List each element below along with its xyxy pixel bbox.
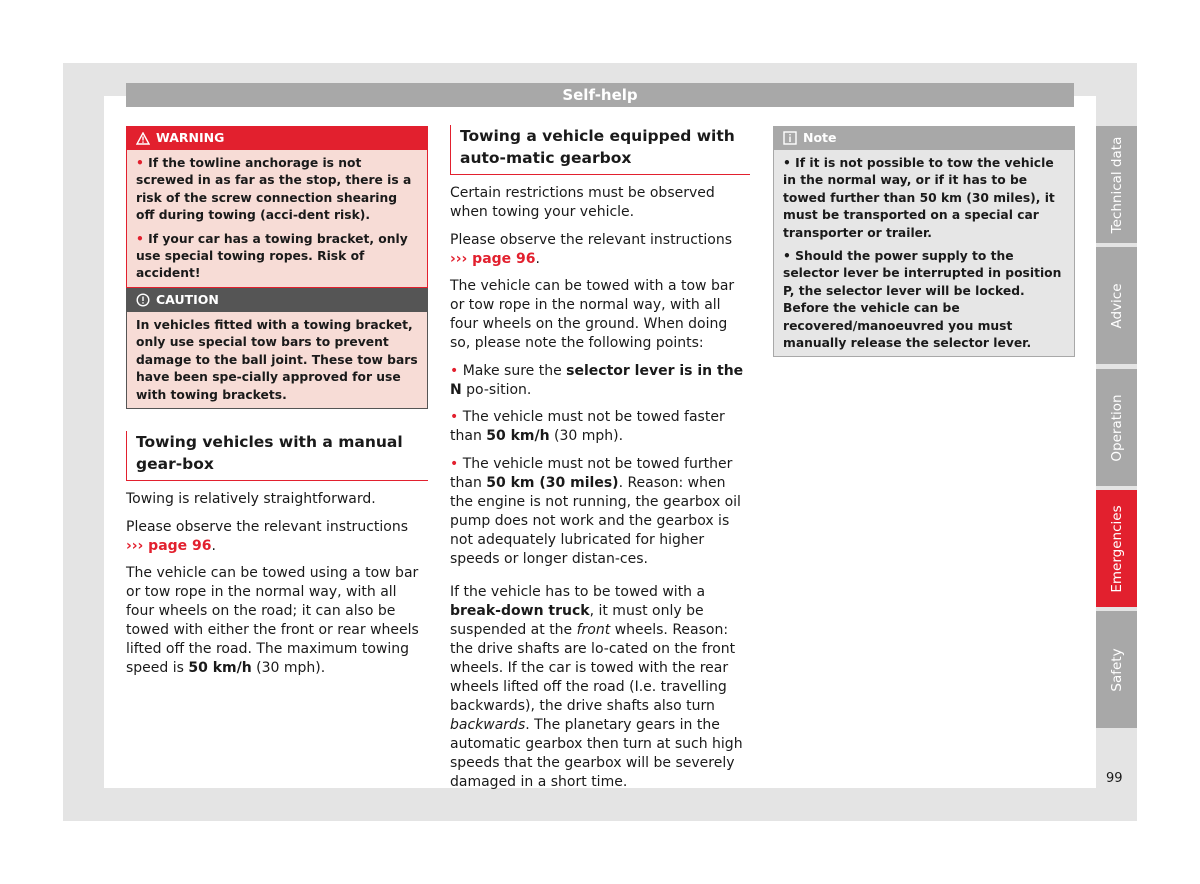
manual-gearbox-text — [126, 490, 428, 687]
note-item: • If it is not possible to tow the vehicle in the normal way, or if it has to be towed further than 50 km (30 miles), it must be transported on a special car transporter or trailer. — [783, 156, 1055, 240]
note-header — [773, 126, 1075, 150]
warning-body — [127, 150, 427, 287]
automatic-gearbox-text — [450, 184, 752, 800]
automatic-gearbox-heading: Towing a vehicle equipped with auto-matic gearbox — [450, 125, 750, 175]
paragraph: The vehicle can be towed with a tow bar or tow rope in the normal way, with all four wheels on the ground. When doing so, please note the following points: — [450, 278, 735, 351]
warning-header — [126, 126, 428, 150]
tab-safety[interactable]: Safety — [1096, 611, 1137, 728]
note-label: Note — [803, 130, 837, 145]
list-item: • The vehicle must not be towed further than 50 km (30 miles). Reason: when the engine is not running, the gearbox oil pump does not work and the gearbox is not adequately lubricated for higher speeds or longer distan-ces. — [450, 455, 741, 567]
caution-header — [126, 288, 428, 312]
tab-emergencies[interactable]: Emergencies — [1096, 490, 1137, 607]
page-reference-link[interactable]: ››› page 96 — [126, 537, 212, 554]
warning-box — [126, 126, 428, 288]
warning-label: WARNING — [156, 130, 225, 145]
caution-label: CAUTION — [156, 292, 219, 307]
page-reference-link[interactable]: ››› page 96 — [450, 250, 536, 267]
tab-operation[interactable]: Operation — [1096, 369, 1137, 486]
paragraph: Please observe the relevant instructions ››› page 96. — [126, 518, 408, 554]
tab-technical-data[interactable]: Technical data — [1096, 126, 1137, 243]
paragraph: The vehicle can be towed using a tow bar or tow rope in the normal way, with all four wheels on the road; it can also be towed with either the front or rear wheels lifted off the road. The maximum towing speed is 50 km/h (30 mph). — [126, 565, 419, 676]
warning-item: • If the towline anchorage is not screwed in as far as the stop, there is a risk of the screw connection shearing off during towing (acci-dent risk). — [136, 156, 412, 223]
paragraph: If the vehicle has to be towed with a break-down truck, it must only be suspended at the front wheels. Reason: the drive shafts are lo-cated on the front wheels. If the car is towed with the rear wheels lifted off the road (I.e. travelling backwards), the drive shafts also turn backwards. The planetary gears in the automatic gearbox then turn at such high speeds that the gearbox will be severely damaged in a short time. — [450, 583, 743, 790]
note-body — [774, 150, 1074, 356]
caution-circle-icon — [136, 293, 150, 307]
warning-item: • If your car has a towing bracket, only use special towing ropes. Risk of accident! — [136, 231, 408, 281]
page-number: 99 — [1106, 771, 1123, 786]
tab-advice[interactable]: Advice — [1096, 247, 1137, 364]
info-icon — [783, 131, 797, 145]
caution-body — [127, 312, 427, 408]
caution-box — [126, 288, 428, 409]
list-item: • The vehicle must not be towed faster than 50 km/h (30 mph). — [450, 409, 725, 444]
paragraph: Towing is relatively straightforward. — [126, 491, 376, 507]
manual-gearbox-heading: Towing vehicles with a manual gear-box — [126, 431, 428, 481]
warning-triangle-icon — [136, 132, 150, 145]
caution-text: In vehicles fitted with a towing bracket, only use special tow bars to prevent damage to the ball joint. These tow bars have been spe-cially approved for use with towing brackets. — [136, 318, 418, 402]
paragraph: Please observe the relevant instructions ››› page 96. — [450, 231, 732, 267]
paragraph: Certain restrictions must be observed when towing your vehicle. — [450, 185, 715, 220]
note-item: • Should the power supply to the selector lever be interrupted in position P, the selector lever will be locked. Before the vehicle can be recovered/manoeuvred you must manually release the selector lever. — [783, 249, 1062, 351]
note-box — [773, 126, 1075, 357]
list-item: • Make sure the selector lever is in the N po-sition. — [450, 362, 744, 398]
section-header: Self-help — [126, 83, 1074, 107]
